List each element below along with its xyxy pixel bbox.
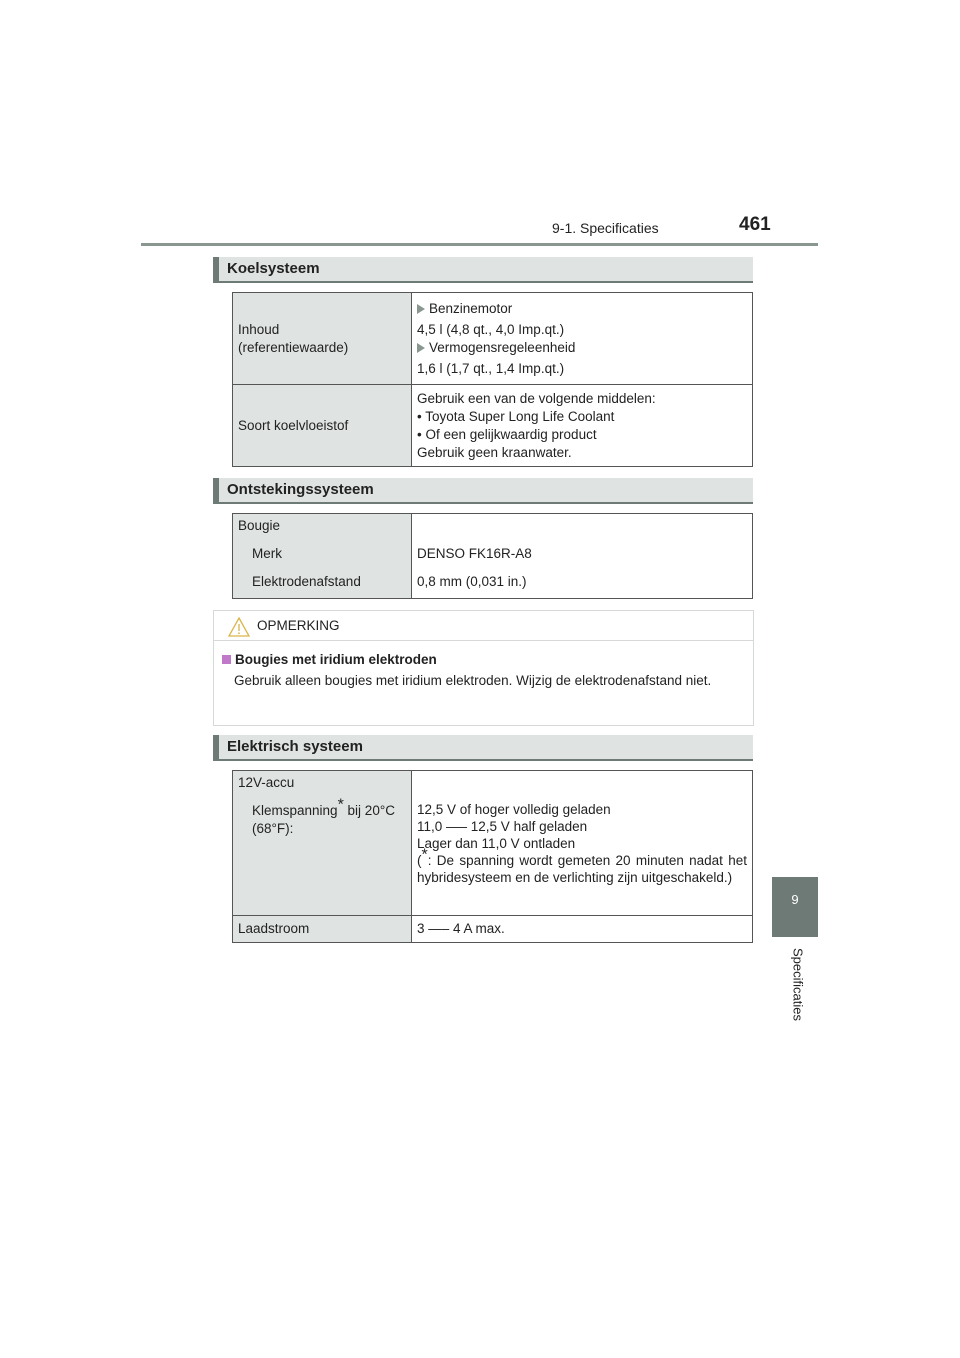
- header-divider: [141, 243, 818, 246]
- ignition-section-title: [213, 478, 753, 504]
- chapter-label: [783, 942, 806, 1032]
- triangle-bullet-icon: [417, 343, 425, 353]
- charge-value: 3 —– 4 A max.: [412, 916, 753, 943]
- chapter-label-text: Specificaties: [790, 948, 806, 1021]
- voltage-line: Lager dan 11,0 V ontladen: [417, 836, 576, 851]
- capacity-values: [412, 293, 753, 385]
- warning-icon: [228, 617, 250, 637]
- gap-label: Elektrodenafstand: [252, 574, 361, 589]
- cooling-title: Koelsysteem: [227, 260, 320, 277]
- triangle-bullet-icon: [417, 304, 425, 314]
- square-bullet-icon: [222, 655, 231, 664]
- voltage-label: Klemspanning* bij 20°C (68°F):: [252, 796, 395, 836]
- cooling-section-title: [213, 257, 753, 283]
- coolant-label: Soort koelvloeistof: [233, 385, 412, 467]
- capacity-label: Inhoud (referentiewaarde): [233, 293, 412, 385]
- brand-label: Merk: [252, 546, 282, 561]
- notice-heading: Bougies met iridium elektroden: [235, 652, 437, 667]
- voltage-line: 11,0 —– 12,5 V half geladen: [417, 819, 588, 834]
- electrical-table: [232, 770, 753, 943]
- pcu-value: 1,6 l (1,7 qt., 1,4 Imp.qt.): [417, 360, 565, 376]
- ignition-title: Ontstekingssysteem: [227, 481, 374, 498]
- plug-values: [412, 514, 753, 599]
- coolant-values: [412, 385, 753, 467]
- charge-label: Laadstroom: [233, 916, 412, 943]
- battery-labels: [233, 771, 412, 916]
- electrical-section-title: [213, 735, 753, 761]
- pcu-label: Vermogensregeleenheid: [429, 339, 576, 355]
- notice-text: Gebruik alleen bougies met iridium elektroden. Wijzig de elektrodenafstand niet.: [234, 673, 712, 688]
- voltage-values: [412, 771, 753, 916]
- battery-label: 12V-accu: [238, 775, 295, 790]
- table-row: [233, 385, 753, 467]
- coolant-line: • Toyota Super Long Life Coolant: [417, 408, 615, 424]
- table-row: [233, 514, 753, 599]
- notice-box: [213, 610, 754, 726]
- ignition-table: [232, 513, 753, 599]
- chapter-tab: 9: [772, 877, 818, 937]
- gap-value: 0,8 mm (0,031 in.): [417, 574, 527, 589]
- coolant-line: • Of een gelijkwaardig product: [417, 426, 597, 442]
- page-number: 461: [739, 214, 771, 235]
- voltage-footnote: (*: De spanning wordt gemeten 20 minuten nadat het hybridesysteem en de verlichting zijn uitgeschakeld.): [417, 846, 747, 885]
- gasoline-label: Benzinemotor: [429, 300, 513, 316]
- coolant-line: Gebruik een van de volgende middelen:: [417, 390, 656, 406]
- section-title: 9-1. Specificaties: [552, 220, 659, 236]
- plug-labels: [233, 514, 412, 599]
- notice-title: OPMERKING: [257, 618, 340, 633]
- gasoline-value: 4,5 l (4,8 qt., 4,0 Imp.qt.): [417, 321, 565, 337]
- cooling-table: [232, 292, 753, 467]
- table-row: [233, 293, 753, 385]
- table-row: [233, 771, 753, 916]
- table-row: [233, 916, 753, 943]
- coolant-line: Gebruik geen kraanwater.: [417, 444, 572, 460]
- plug-label: Bougie: [238, 518, 281, 533]
- voltage-line: 12,5 V of hoger volledig geladen: [417, 802, 611, 817]
- electrical-title: Elektrisch systeem: [227, 738, 363, 755]
- brand-value: DENSO FK16R-A8: [417, 546, 532, 561]
